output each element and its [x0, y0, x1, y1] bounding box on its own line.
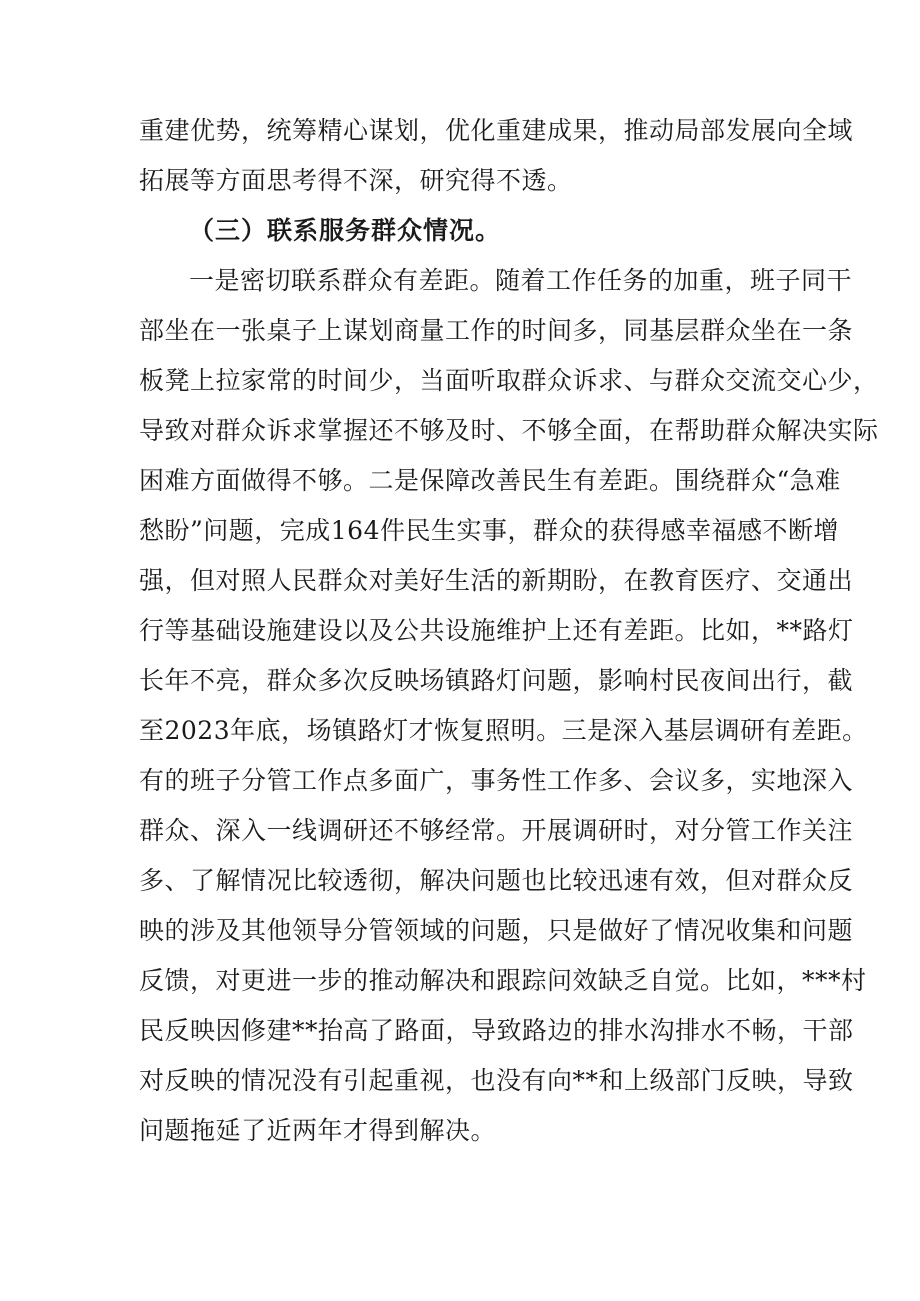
text-line: 重建优势，统筹精心谋划，优化重建成果，推动局部发展向全域 [139, 116, 854, 145]
text-line: 群众、深入一线调研还不够经常。开展调研时，对分管工作关注 [139, 816, 854, 845]
text-line: 对反映的情况没有引起重视，也没有向**和上级部门反映，导致 [139, 1066, 854, 1095]
text-line: 愁盼”问题，完成164件民生实事，群众的获得感幸福感不断增 [139, 516, 840, 545]
paragraph-first-line: 一是密切联系群众有差距。随着工作任务的加重，班子同干 [189, 266, 853, 295]
text-line: 至2023年底，场镇路灯才恢复照明。三是深入基层调研有差距。 [139, 716, 868, 745]
text-line: 反馈，对更进一步的推动解决和跟踪问效缺乏自觉。比如，***村 [139, 966, 867, 995]
text-line: 部坐在一张桌子上谋划商量工作的时间多，同基层群众坐在一条 [139, 316, 854, 345]
text-line: 困难方面做得不够。二是保障改善民生有差距。围绕群众“急难 [139, 466, 841, 495]
text-line: 板凳上拉家常的时间少，当面听取群众诉求、与群众交流交心少， [139, 366, 879, 395]
text-line: 有的班子分管工作点多面广，事务性工作多、会议多，实地深入 [139, 766, 854, 795]
text-line: 民反映因修建**抬高了路面，导致路边的排水沟排水不畅，干部 [139, 1016, 854, 1045]
text-line: 问题拖延了近两年才得到解决。 [139, 1116, 497, 1145]
text-line: 行等基础设施建设以及公共设施维护上还有差距。比如，**路灯 [139, 616, 854, 645]
text-line: 强，但对照人民群众对美好生活的新期盼，在教育医疗、交通出 [139, 566, 854, 595]
text-line: 导致对群众诉求掌握还不够及时、不够全面，在帮助群众解决实际 [139, 416, 879, 445]
text-line: 拓展等方面思考得不深，研究得不透。 [139, 166, 573, 195]
text-line: 长年不亮，群众多次反映场镇路灯问题，影响村民夜间出行，截 [139, 666, 854, 695]
text-line: 多、了解情况比较透彻，解决问题也比较迅速有效，但对群众反 [139, 866, 854, 895]
text-line: 映的涉及其他领导分管领域的问题，只是做好了情况收集和问题 [139, 916, 854, 945]
section-heading: （三）联系服务群众情况。 [189, 216, 502, 245]
